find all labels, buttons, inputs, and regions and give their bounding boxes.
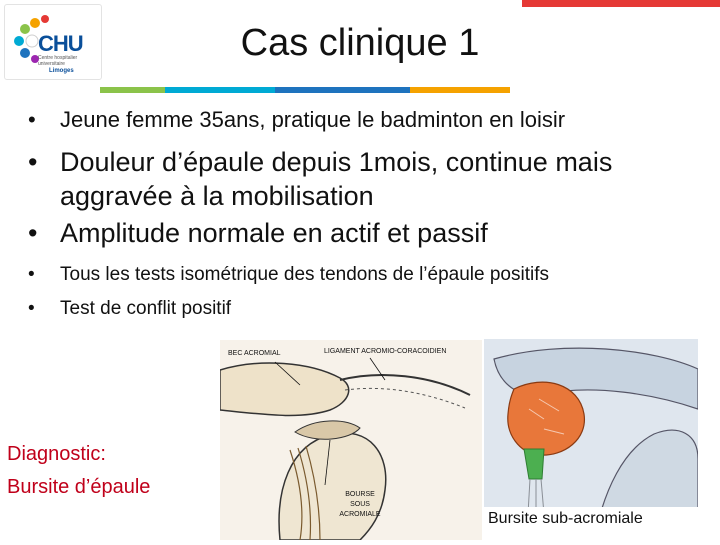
diagnostic-box bbox=[7, 438, 150, 504]
bullet-text: Amplitude normale en actif et passif bbox=[60, 218, 488, 248]
bullet-dot: • bbox=[28, 218, 38, 248]
bullet-item bbox=[28, 263, 708, 287]
bullet-item bbox=[28, 216, 708, 250]
shoulder-diagram-right bbox=[484, 339, 698, 540]
chu-logo bbox=[4, 4, 102, 80]
shoulder-diagram-left bbox=[220, 340, 482, 540]
label-bec-acromial: BEC ACROMIAL bbox=[228, 350, 281, 357]
logo-subtitle: Centre hospitalier universitaire bbox=[38, 55, 78, 67]
bullet-dot: • bbox=[28, 264, 35, 285]
logo-chu-text: CHU bbox=[38, 31, 83, 56]
stripe-green bbox=[100, 87, 165, 93]
bullet-text: Jeune femme 35ans, pratique le badminton en loisir bbox=[60, 107, 566, 132]
bullet-item bbox=[28, 145, 708, 213]
stripe-blue bbox=[275, 87, 410, 93]
bullet-item bbox=[28, 297, 708, 321]
diagnostic-heading: Diagnostic: bbox=[7, 443, 106, 465]
label-bourse-line: SOUS bbox=[350, 501, 370, 508]
stripe-cyan bbox=[165, 87, 275, 93]
slide-title: Cas clinique 1 bbox=[240, 22, 480, 64]
diagnostic-text: Bursite d’épaule bbox=[7, 476, 151, 498]
logo-city: Limoges bbox=[49, 68, 74, 74]
title-underline-stripes bbox=[100, 87, 510, 93]
label-bourse-line: ACROMIALE bbox=[339, 511, 381, 518]
bullet-dot: • bbox=[28, 147, 38, 177]
bullet-item bbox=[28, 106, 708, 134]
header-accent-bar bbox=[522, 0, 720, 7]
label-bourse-line: BOURSE bbox=[345, 491, 375, 498]
caption-bursite: Bursite sub-acromiale bbox=[488, 510, 643, 527]
bullet-list bbox=[28, 104, 708, 321]
bullet-text: Tous les tests isométrique des tendons de l’épaule positifs bbox=[60, 264, 549, 285]
bullet-text: Douleur d’épaule depuis 1mois, continue mais aggravée à la mobilisation bbox=[60, 147, 613, 211]
stripe-orange bbox=[410, 87, 510, 93]
bullet-dot: • bbox=[28, 107, 36, 132]
label-bourse bbox=[330, 490, 390, 520]
label-ligament: LIGAMENT ACROMIO-CORACOIDIEN bbox=[324, 348, 447, 355]
bullet-dot: • bbox=[28, 298, 35, 319]
bullet-text: Test de conflit positif bbox=[60, 298, 232, 319]
